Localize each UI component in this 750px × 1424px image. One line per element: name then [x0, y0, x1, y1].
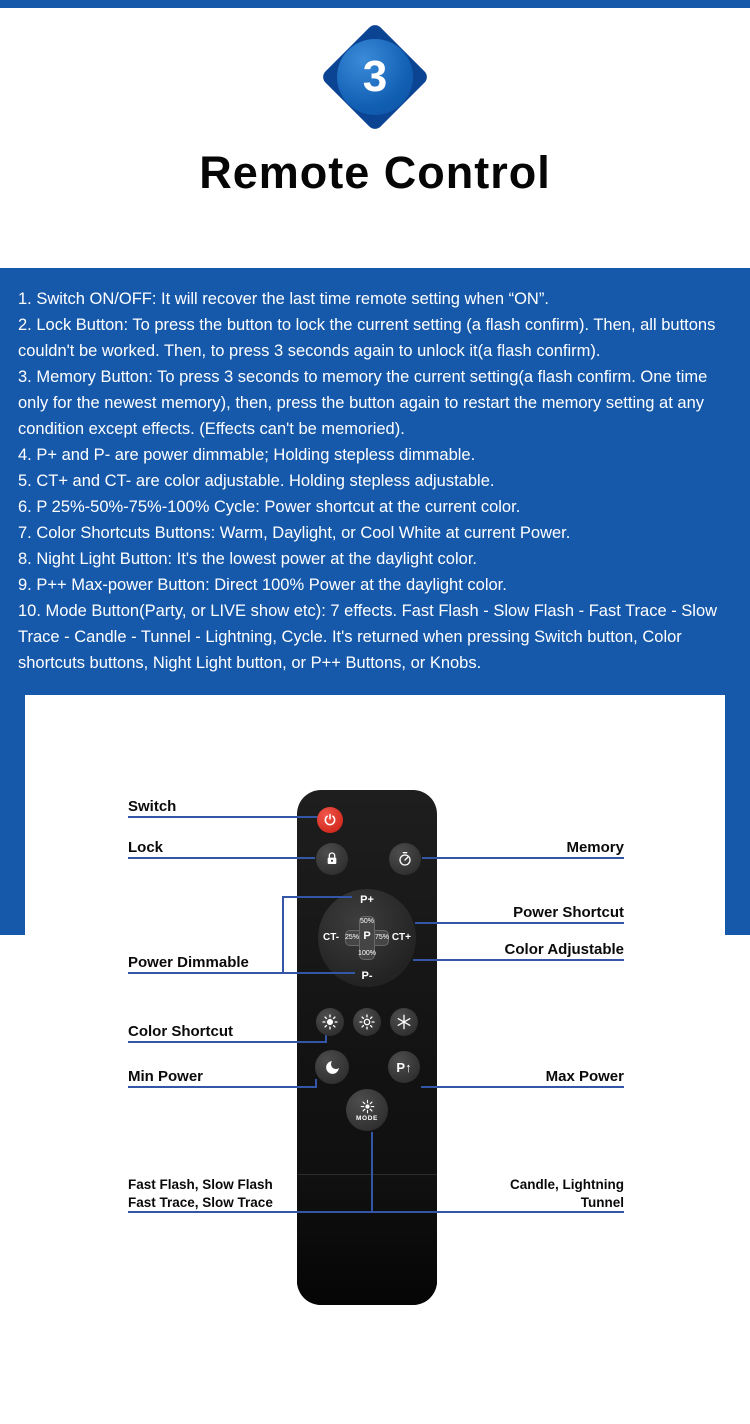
label-lock: Lock [128, 839, 164, 856]
label-color-adjustable: Color Adjustable [504, 941, 624, 958]
instruction-item: 4. P+ and P- are power dimmable; Holding stepless dimmable. [18, 446, 476, 464]
dpad-pct-75: 75% [374, 934, 389, 941]
mode-button-label: MODE [356, 1114, 378, 1122]
label-color-shortcut: Color Shortcut [128, 1023, 233, 1040]
instruction-item: 8. Night Light Button: It's the lowest power at the daylight color. [18, 550, 477, 568]
callout-line-power-dimmable [128, 972, 355, 974]
instruction-item: 6. P 25%-50%-75%-100% Cycle: Power shortcut at the current color. [18, 498, 521, 516]
instruction-item: 9. P++ Max-power Button: Direct 100% Power at the daylight color. [18, 576, 507, 594]
remote-mode-button [346, 1089, 388, 1131]
callout-line-power-dimmable-vertical [282, 896, 284, 974]
remote-memory-button [389, 843, 421, 875]
label-power-shortcut: Power Shortcut [513, 904, 624, 921]
callout-line-min-power [128, 1086, 317, 1088]
callout-line-power-dimmable-top [282, 896, 352, 898]
label-switch: Switch [128, 798, 177, 815]
dpad-power-plus-label: P+ [360, 894, 374, 906]
callout-line-power-shortcut [415, 922, 624, 924]
instruction-item: 2. Lock Button: To press the button to lock the current setting (a flash confirm). Then, all buttons couldn't be worked. Then, to press 3 seconds again to unlock it(a flash confirm). [18, 316, 716, 360]
label-power-dimmable: Power Dimmable [128, 954, 249, 971]
callout-line-effects [128, 1211, 624, 1213]
callout-line-switch [128, 816, 318, 818]
power-icon [323, 813, 337, 827]
callout-line-color-shortcut [128, 1041, 327, 1043]
remote-lock-button [316, 843, 348, 875]
dpad-center-p-label: P [363, 930, 371, 942]
step-badge [337, 39, 413, 115]
label-max-power: Max Power [545, 1068, 624, 1085]
memory-icon [397, 851, 413, 867]
dpad-pct-50: 50% [359, 918, 374, 925]
lock-icon [324, 851, 340, 867]
callout-line-memory [422, 857, 624, 859]
label-effects-left [128, 1176, 273, 1211]
dpad-ct-plus-label: CT+ [391, 932, 411, 943]
top-accent-bar [0, 0, 750, 8]
callout-line-color-adjustable [413, 959, 624, 961]
label-effects-right [510, 1176, 624, 1211]
remote-daylight-button [353, 1008, 381, 1036]
remote-cool-white-button [390, 1008, 418, 1036]
remote-power-button [317, 807, 343, 833]
instruction-item: 10. Mode Button(Party, or LIVE show etc): 7 effects. Fast Flash - Slow Flash - Fast Trace - Slow Trace - Candle - Tunnel - Lightning, Cycle. It's returned when pressing Switch button, Color shortcuts buttons, Night Light button, or P++ Buttons, or Knobs. [18, 602, 718, 672]
callout-line-lock [128, 857, 315, 859]
callout-line-mode-vertical [371, 1132, 373, 1213]
step-number: 3 [362, 52, 388, 101]
dpad-power-minus-label: P- [361, 970, 373, 982]
diagram-card [25, 695, 725, 1412]
label-memory: Memory [566, 839, 624, 856]
remote-night-light-button [315, 1050, 349, 1084]
daylight-sun-icon [359, 1014, 375, 1030]
instruction-item: 7. Color Shortcuts Buttons: Warm, Daylight, or Cool White at current Power. [18, 524, 571, 542]
remote-warm-button [316, 1008, 344, 1036]
instruction-item: 1. Switch ON/OFF: It will recover the last time remote setting when “ON”. [18, 290, 549, 308]
max-power-button-label: P↑ [396, 1059, 412, 1075]
moon-icon [324, 1059, 341, 1076]
remote-lower-panel [297, 1174, 437, 1305]
instruction-item: 5. CT+ and CT- are color adjustable. Holding stepless adjustable. [18, 472, 495, 490]
remote-max-power-button [388, 1051, 420, 1083]
callout-line-max-power [421, 1086, 624, 1088]
callout-line-min-power-tick [315, 1079, 317, 1088]
warm-sun-icon [322, 1014, 338, 1030]
instruction-item: 3. Memory Button: To press 3 seconds to memory the current setting(a flash confirm. One time only for the newest memory), then, press the button again to restart the memory setting at any condition except effects. (Effects can't be memoried). [18, 368, 708, 438]
instructions-text [0, 268, 750, 676]
page-title: Remote Control [199, 147, 551, 198]
dpad-ct-minus-label: CT- [323, 932, 340, 943]
dpad-pct-100: 100% [358, 950, 376, 957]
snowflake-icon [396, 1014, 412, 1030]
label-effects-left-line1: Fast Flash, Slow Flash [128, 1177, 273, 1192]
label-min-power: Min Power [128, 1068, 204, 1085]
mode-starburst-icon [360, 1099, 375, 1114]
label-effects-right-line1: Candle, Lightning [510, 1177, 624, 1192]
label-effects-left-line2: Fast Trace, Slow Trace [128, 1194, 273, 1210]
dpad-pct-25: 25% [345, 934, 360, 941]
label-effects-right-line2: Tunnel [580, 1194, 624, 1210]
